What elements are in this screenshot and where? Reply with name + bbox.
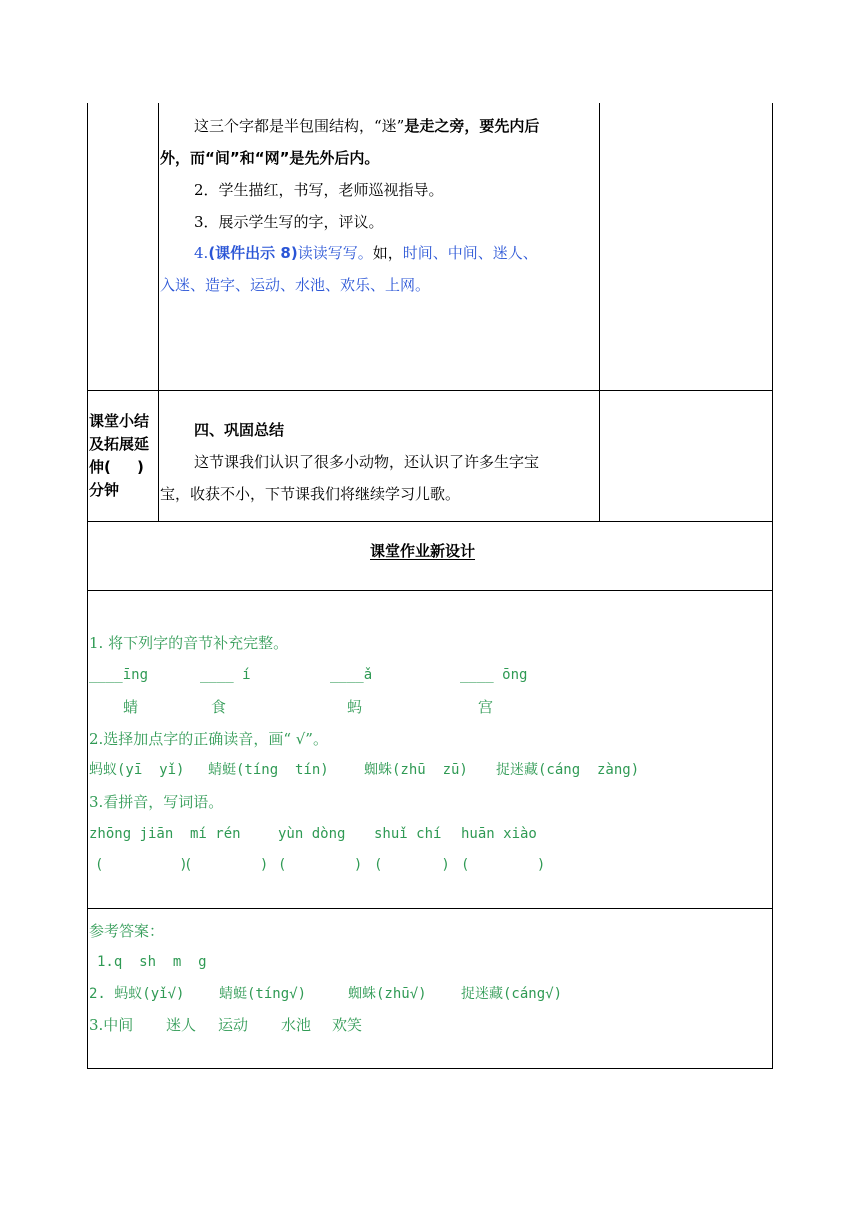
summary-label-line: 课堂小结 xyxy=(89,412,150,430)
question-3: 3.看拼音，写词语。 xyxy=(89,793,224,811)
row-divider-2 xyxy=(87,521,773,522)
q1-blank: ____ǎ xyxy=(330,667,373,683)
q1-char: 食 xyxy=(211,698,227,716)
answer-3-item: 3.中间 xyxy=(89,1016,134,1034)
summary-label-line: 伸( ) xyxy=(89,458,144,476)
upper-step-4-words: 入迷、造字、运动、水池、欢乐、上网。 xyxy=(160,276,431,294)
q1-blank: ____īng xyxy=(89,667,149,683)
q2-item: 捉迷藏(cáng zàng) xyxy=(496,762,640,778)
answer-2-item: 捉迷藏(cáng√) xyxy=(461,986,563,1002)
q3-pinyin: huān xiào xyxy=(461,826,537,842)
q3-bracket: ( ) xyxy=(184,857,269,873)
upper-line-3: 2．学生描红，书写，老师巡视指导。 xyxy=(194,181,444,199)
answers-heading: 参考答案： xyxy=(89,922,165,940)
q1-blank: ____ ōng xyxy=(460,667,528,683)
q1-blank: ____ í xyxy=(200,667,251,683)
upper-line-1: 这三个字都是半包围结构，“迷”是走之旁，要先内后 xyxy=(194,117,540,135)
q3-bracket: ( ) xyxy=(278,857,363,873)
summary-text-1: 这节课我们认识了很多小动物，还认识了许多生字宝 xyxy=(194,453,540,471)
summary-label xyxy=(89,410,159,502)
q2-item: 蜘蛛(zhū zū) xyxy=(364,762,468,778)
question-2: 2.选择加点字的正确读音，画“ √”。 xyxy=(89,730,328,748)
q2-item: 蜻蜓(tíng tín) xyxy=(208,762,329,778)
upper-line-2: 外，而“间”和“网”是先外后内。 xyxy=(160,149,380,167)
answer-3-item: 水池 xyxy=(281,1016,312,1034)
table-bottom-border xyxy=(87,1068,773,1069)
answer-2-item: 2. 蚂蚁(yǐ√) xyxy=(89,986,185,1002)
q1-char: 宫 xyxy=(478,698,494,716)
summary-label-line: 及拓展延 xyxy=(89,435,150,453)
q3-bracket: ( ) xyxy=(95,857,188,873)
q1-char: 蜻 xyxy=(123,698,139,716)
summary-label-line: 分钟 xyxy=(89,481,120,499)
upper-step-4: 4.(课件出示 8)读读写写。如，时间、中间、迷人、 xyxy=(194,244,538,262)
q3-bracket: ( ) xyxy=(374,857,450,873)
q3-pinyin: shuǐ chí xyxy=(374,826,442,842)
summary-heading: 四、巩固总结 xyxy=(194,421,285,439)
homework-title: 课堂作业新设计 xyxy=(370,542,476,560)
answer-2-item: 蜻蜓(tíng√) xyxy=(219,986,307,1002)
question-1: 1. 将下列字的音节补充完整。 xyxy=(89,634,289,652)
answer-3-item: 运动 xyxy=(218,1016,249,1034)
table-right-border xyxy=(772,103,773,1069)
q3-pinyin: mí rén xyxy=(190,826,241,842)
row-divider-1 xyxy=(87,390,773,391)
row-divider-4 xyxy=(87,908,773,909)
answer-3-item: 迷人 xyxy=(166,1016,197,1034)
upper-line-4: 3．展示学生写的字，评议。 xyxy=(194,213,384,231)
q1-char: 蚂 xyxy=(347,698,363,716)
answer-2-item: 蜘蛛(zhū√) xyxy=(348,986,427,1002)
col-divider-2 xyxy=(599,103,600,521)
answer-3-item: 欢笑 xyxy=(332,1016,363,1034)
answer-1: 1.q sh m g xyxy=(97,954,207,970)
row-divider-3 xyxy=(87,590,773,591)
q3-pinyin: zhōng jiān xyxy=(89,826,174,842)
q3-pinyin: yùn dòng xyxy=(278,826,346,842)
table-left-border xyxy=(87,103,88,1069)
summary-text-2: 宝，收获不小，下节课我们将继续学习儿歌。 xyxy=(160,485,461,503)
q3-bracket: ( ) xyxy=(461,857,546,873)
q2-item: 蚂蚁(yī yǐ) xyxy=(89,762,185,778)
